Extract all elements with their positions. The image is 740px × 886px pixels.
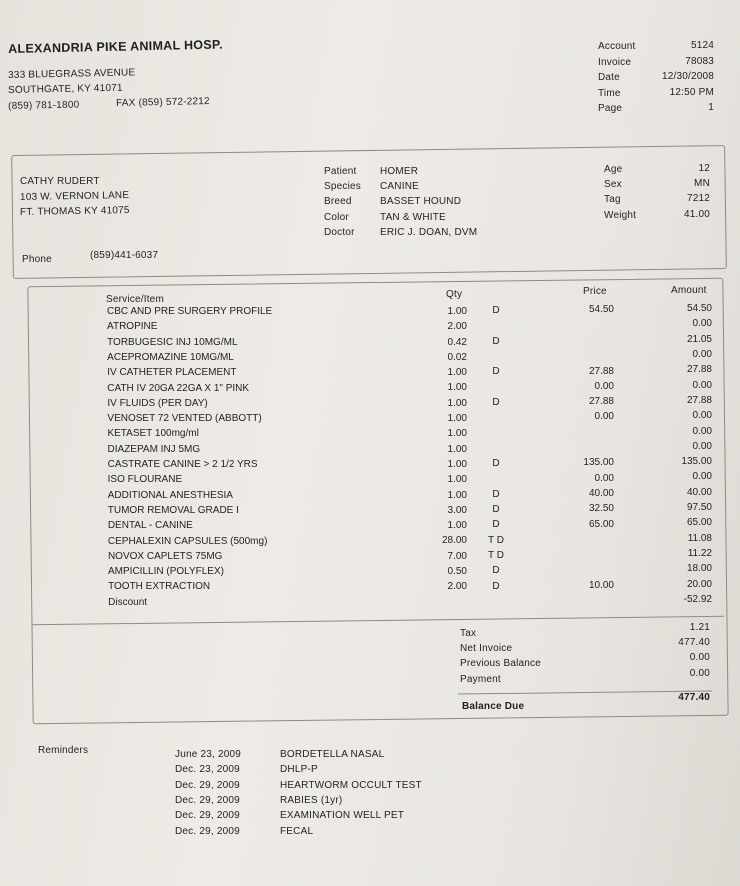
item-row (0, 364, 740, 382)
reminders-label: Reminders (38, 745, 89, 756)
patient-stat-value: 12 (698, 163, 710, 174)
item-amount: 11.08 (687, 532, 712, 544)
item-row (0, 486, 740, 505)
item-row (0, 303, 740, 321)
reminder-description: EXAMINATION WELL PET (280, 810, 405, 822)
item-amount: 11.22 (687, 547, 712, 559)
invoice-info-label: Time (598, 87, 621, 99)
item-flag: D (492, 305, 500, 317)
item-row (0, 333, 740, 352)
item-row (0, 532, 740, 551)
item-service: DIAZEPAM INJ 5MG (107, 443, 201, 455)
item-row (0, 440, 740, 459)
reminder-description: FECAL (280, 825, 314, 837)
invoice-info-value: 12:50 PM (669, 86, 714, 98)
invoice-info-label: Date (598, 72, 620, 83)
item-amount: 40.00 (686, 486, 712, 498)
totals-value: 477.40 (678, 637, 710, 649)
item-qty: 1.00 (447, 305, 467, 317)
item-row (0, 593, 740, 612)
patient-stat-label: Tag (604, 194, 621, 206)
totals-value: 0.00 (689, 667, 710, 679)
totals-label: Payment (460, 673, 501, 685)
reminder-date: June 23, 2009 (175, 749, 241, 760)
client-phone: (859)441-6037 (90, 250, 159, 261)
patient-field-value: HOMER (380, 166, 419, 177)
item-flag: D (492, 580, 500, 592)
item-amount: 18.00 (686, 563, 712, 575)
reminder-date: Dec. 29, 2009 (175, 825, 240, 837)
item-flag: T D (488, 550, 504, 562)
patient-field-label: Species (324, 181, 361, 193)
item-amount: 0.00 (692, 410, 712, 422)
client-address-line2: FT. THOMAS KY 41075 (19, 205, 130, 218)
patient-stat-label: Sex (604, 179, 622, 191)
item-service: ISO FLOURANE (107, 474, 183, 486)
item-amount: 21.05 (686, 333, 712, 345)
client-name: CATHY RUDERT (20, 176, 100, 187)
item-qty: 1.00 (447, 428, 467, 440)
totals-value: 0.00 (689, 652, 710, 664)
item-flag: D (492, 488, 500, 500)
invoice-info-value: 5124 (690, 40, 714, 51)
item-qty: 0.42 (447, 336, 467, 348)
item-amount: 0.00 (692, 471, 712, 483)
item-qty: 1.00 (447, 489, 467, 501)
item-service: TUMOR REMOVAL GRADE I (107, 504, 239, 516)
item-amount: 65.00 (686, 517, 712, 529)
item-qty: 0.02 (447, 351, 467, 363)
item-row (0, 502, 740, 520)
item-row (0, 456, 740, 474)
item-service: KETASET 100mg/ml (107, 428, 199, 440)
item-price: 32.50 (588, 503, 614, 515)
item-service: CBC AND PRE SURGERY PROFILE (107, 306, 273, 317)
item-service: AMPICILLIN (POLYFLEX) (108, 566, 224, 578)
item-amount: 0.00 (692, 349, 712, 361)
item-amount: 0.00 (692, 318, 712, 330)
clinic-address-line2: SOUTHGATE, KY 41071 (8, 82, 123, 96)
item-service: VENOSET 72 VENTED (ABBOTT) (107, 413, 262, 425)
invoice-info-value: 1 (708, 102, 714, 113)
invoice-info-value: 78083 (685, 55, 714, 67)
reminder-date: Dec. 29, 2009 (175, 779, 240, 791)
patient-field-label: Patient (324, 166, 357, 177)
item-row (0, 410, 740, 428)
client-address-line1: 103 W. VERNON LANE (19, 190, 130, 203)
invoice-info-label: Account (598, 41, 636, 52)
item-row (0, 547, 740, 566)
item-qty: 3.00 (447, 504, 467, 516)
item-service: CASTRATE CANINE > 2 1/2 YRS (107, 459, 258, 470)
item-amount: 54.50 (686, 303, 712, 315)
item-amount: 27.88 (686, 394, 712, 406)
item-qty: 1.00 (447, 413, 467, 425)
item-qty: 7.00 (447, 550, 467, 562)
header-qty: Qty (446, 289, 463, 300)
item-service: CATH IV 20GA 22GA X 1" PINK (107, 382, 250, 394)
item-flag: D (492, 335, 500, 347)
item-amount: 0.00 (692, 425, 712, 437)
item-row (0, 578, 740, 596)
item-qty: 2.00 (447, 581, 467, 593)
item-service: TOOTH EXTRACTION (108, 581, 211, 593)
item-flag: D (492, 565, 500, 577)
invoice-info-value: 12/30/2008 (661, 71, 714, 82)
totals-label: Previous Balance (460, 658, 542, 670)
reminder-date: Dec. 29, 2009 (175, 810, 240, 822)
item-service: TORBUGESIC INJ 10MG/ML (107, 336, 238, 348)
invoice-info-label: Page (598, 103, 623, 114)
header-amount: Amount (671, 285, 707, 296)
item-flag: D (492, 504, 500, 516)
clinic-address-line1: 333 BLUEGRASS AVENUE (8, 67, 136, 81)
item-row (0, 379, 740, 398)
reminder-date: Dec. 29, 2009 (175, 794, 240, 806)
item-price: 135.00 (583, 457, 614, 469)
item-price: 0.00 (594, 411, 614, 423)
patient-field-label: Breed (324, 196, 352, 208)
item-service: ADDITIONAL ANESTHESIA (107, 489, 233, 501)
patient-field-value: ERIC J. DOAN, DVM (380, 226, 478, 238)
item-qty: 1.00 (447, 367, 467, 379)
patient-field-value: TAN & WHITE (380, 211, 446, 223)
item-flag: D (492, 366, 500, 378)
item-qty: 1.00 (447, 397, 467, 409)
item-flag: T D (488, 534, 504, 546)
item-qty: 1.00 (447, 382, 467, 394)
reminder-date: Dec. 23, 2009 (175, 764, 240, 776)
item-service: IV CATHETER PLACEMENT (107, 367, 237, 379)
item-qty: 0.50 (447, 566, 467, 578)
balance-due-value: 477.40 (678, 692, 710, 703)
item-amount: 27.88 (686, 364, 712, 376)
item-service: IV FLUIDS (PER DAY) (107, 397, 208, 409)
item-qty: 1.00 (447, 443, 467, 455)
item-price: 54.50 (588, 304, 614, 316)
header-price: Price (583, 286, 607, 297)
item-amount: -52.92 (683, 593, 712, 605)
item-row (0, 425, 740, 443)
client-phone-label: Phone (22, 254, 52, 265)
header-service: Service/Item (106, 294, 164, 305)
invoice-info-label: Invoice (598, 56, 632, 68)
item-price: 65.00 (588, 518, 614, 530)
item-amount: 135.00 (681, 456, 712, 468)
item-amount: 97.50 (686, 502, 712, 514)
patient-stat-label: Age (604, 164, 623, 175)
reminder-description: BORDETELLA NASAL (280, 749, 385, 760)
item-service: DENTAL - CANINE (107, 520, 193, 532)
item-row (0, 349, 740, 367)
item-qty: 1.00 (447, 520, 467, 532)
item-amount: 0.00 (692, 379, 712, 391)
balance-due-label: Balance Due (462, 701, 525, 712)
patient-stat-value: MN (694, 178, 710, 190)
item-qty: 2.00 (447, 321, 467, 333)
patient-field-value: CANINE (380, 181, 419, 193)
item-price: 0.00 (594, 472, 614, 484)
totals-label: Tax (460, 628, 477, 639)
patient-stat-value: 7212 (686, 193, 710, 205)
reminder-description: HEARTWORM OCCULT TEST (280, 779, 422, 791)
item-price: 27.88 (588, 365, 614, 377)
clinic-name: ALEXANDRIA PIKE ANIMAL HOSP. (8, 37, 223, 56)
item-row (0, 563, 740, 581)
item-service: Discount (108, 596, 148, 608)
patient-field-value: BASSET HOUND (380, 196, 462, 208)
item-qty: 1.00 (447, 458, 467, 470)
reminder-description: DHLP-P (280, 764, 318, 776)
patient-stat-label: Weight (604, 209, 637, 221)
item-service: NOVOX CAPLETS 75MG (107, 550, 223, 562)
item-service: ACEPROMAZINE 10MG/ML (107, 351, 234, 363)
item-qty: 28.00 (441, 535, 467, 547)
item-price: 40.00 (588, 487, 614, 499)
totals-label: Net Invoice (460, 643, 513, 655)
clinic-fax: FAX (859) 572-2212 (116, 96, 210, 109)
patient-field-label: Doctor (324, 226, 355, 238)
item-service: ATROPINE (107, 321, 158, 333)
item-flag: D (492, 519, 500, 531)
item-row (0, 318, 740, 336)
item-price: 10.00 (588, 579, 614, 591)
item-flag: D (492, 458, 500, 470)
patient-stat-value: 41.00 (683, 208, 710, 220)
totals-value: 1.21 (689, 622, 710, 633)
item-qty: 1.00 (447, 474, 467, 486)
item-service: CEPHALEXIN CAPSULES (500mg) (107, 535, 268, 547)
reminder-description: RABIES (1yr) (280, 794, 343, 806)
item-price: 0.00 (594, 380, 614, 392)
item-flag: D (492, 397, 500, 409)
item-amount: 20.00 (686, 578, 712, 590)
item-amount: 0.00 (692, 440, 712, 452)
item-row (0, 471, 740, 489)
item-price: 27.88 (588, 396, 614, 408)
item-row (0, 394, 740, 413)
clinic-phone: (859) 781-1800 (8, 99, 80, 112)
patient-field-label: Color (324, 211, 349, 223)
item-row (0, 517, 740, 535)
